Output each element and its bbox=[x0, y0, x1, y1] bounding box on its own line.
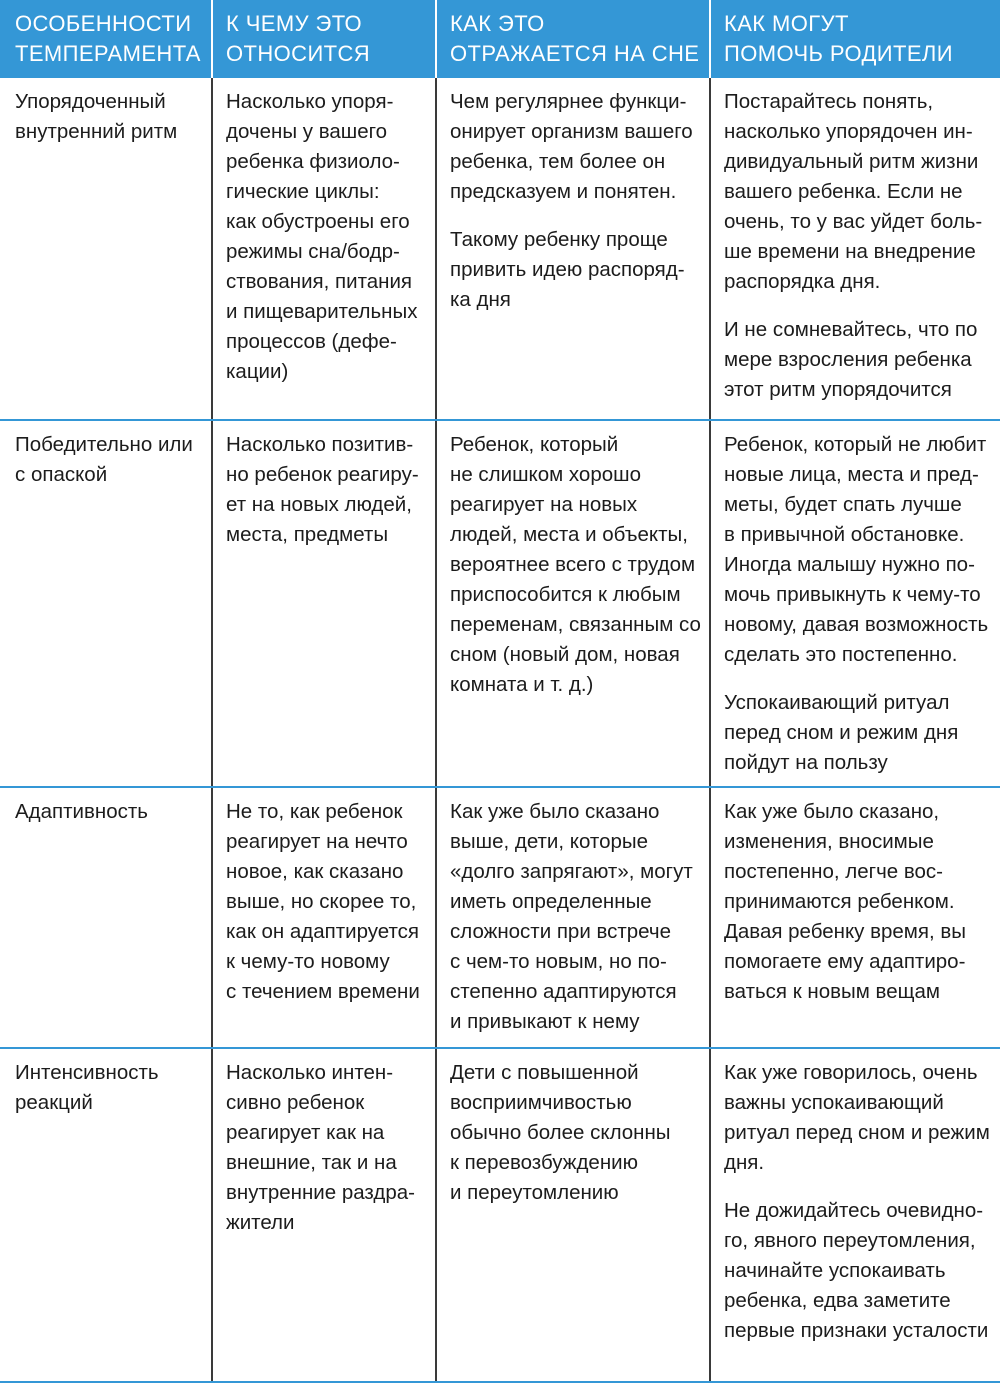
table-row-2-feature bbox=[15, 430, 207, 490]
header-sleep: КАК ЭТО ОТРАЖАЕТСЯ НА СНЕ bbox=[450, 11, 700, 66]
help-text: Успокаивающий ритуал перед сном и режим дня пойдут на пользу bbox=[724, 691, 959, 774]
table-row-3-meaning bbox=[226, 797, 431, 1007]
header-help: КАК МОГУТ ПОМОЧЬ РОДИТЕЛИ bbox=[724, 11, 953, 66]
help-text: Постарайтесь понять, насколько упорядочен ин- дивидуальный ритм жизни вашего ребенка. Если не очень, то у вас уйдет боль- ше времени на внедрение распорядка дня. bbox=[724, 90, 983, 293]
meaning-text: Насколько упоря- дочены у вашего ребенка физиоло- гические циклы: как обустроены его режимы сна/бодр- ствования, питания и пищеварительных процессов (дефе- кации) bbox=[226, 90, 418, 383]
help-text: Не дожидайтесь очевидно- го, явного переутомления, начинайте успокаивать ребенка, едва заметите первые признаки усталости bbox=[724, 1199, 989, 1342]
table-row-4-sleep bbox=[450, 1058, 706, 1208]
meaning-text: Насколько интен- сивно ребенок реагирует как на внешние, так и на внутренние раздра- жители bbox=[226, 1061, 415, 1234]
table-row-1-sleep bbox=[450, 87, 706, 315]
sleep-text: Как уже было сказано выше, дети, которые «долго запрягают», могут иметь определенные сложности при встрече с чем-то новым, но по- степенно адаптируются и привыкают к нему bbox=[450, 800, 693, 1033]
column-divider bbox=[709, 78, 711, 1383]
row-divider bbox=[0, 419, 1000, 421]
table-row-2-sleep bbox=[450, 430, 706, 700]
sleep-text: Чем регулярнее функци- онирует организм вашего ребенка, тем более он предсказуем и понятен. bbox=[450, 90, 693, 203]
meaning-text: Насколько позитив- но ребенок реагиру- ет на новых людей, места, предметы bbox=[226, 433, 419, 546]
help-text: И не сомневайтесь, что по мере взросления ребенка этот ритм упорядочится bbox=[724, 318, 978, 401]
feature-text: Адаптивность bbox=[15, 800, 148, 823]
help-text: Как уже говорилось, очень важны успокаивающий ритуал перед сном и режим дня. bbox=[724, 1061, 990, 1174]
header-divider bbox=[709, 0, 711, 78]
help-text: Как уже было сказано, изменения, вносимые постепенно, легче вос- принимаются ребенком. Давая ребенку время, вы помогаете ему адаптиро- ваться к новым вещам bbox=[724, 800, 966, 1003]
table-row-4-help bbox=[724, 1058, 996, 1346]
column-divider bbox=[435, 78, 437, 1383]
sleep-text: Такому ребенку проще привить идею распоряд- ка дня bbox=[450, 228, 685, 311]
header-feature: ОСОБЕННОСТИ ТЕМПЕРАМЕНТА bbox=[15, 11, 201, 66]
table-row-1-feature bbox=[15, 87, 207, 147]
header-divider bbox=[435, 0, 437, 78]
table-row-4-feature bbox=[15, 1058, 207, 1118]
table-row-3-feature bbox=[15, 797, 207, 827]
sleep-text: Дети с повышенной восприимчивостью обычно более склонны к перевозбуждению и переутомлению bbox=[450, 1061, 671, 1204]
table-row-1-meaning bbox=[226, 87, 431, 387]
table-row-3-help bbox=[724, 797, 996, 1007]
meaning-text: Не то, как ребенок реагирует на нечто новое, как сказано выше, но скорее то, как он адаптируется к чему-то новому с течением времени bbox=[226, 800, 420, 1003]
header-divider bbox=[211, 0, 213, 78]
table-header bbox=[0, 0, 1000, 78]
sleep-text: Ребенок, который не слишком хорошо реагирует на новых людей, места и объекты, вероятнее всего с трудом приспособится к любым переменам, связанным со сном (новый дом, новая комната и т. д.) bbox=[450, 433, 701, 696]
help-text: Ребенок, который не любит новые лица, места и пред- меты, будет спать лучше в привычной обстановке. Иногда малышу нужно по- мочь привыкнуть к чему-то новому, давая возможность сделать это постепенно. bbox=[724, 433, 989, 666]
row-divider bbox=[0, 1381, 1000, 1383]
table-row-2-meaning bbox=[226, 430, 431, 550]
table-row-2-help bbox=[724, 430, 996, 778]
header-meaning: К ЧЕМУ ЭТО ОТНОСИТСЯ bbox=[226, 11, 371, 66]
row-divider bbox=[0, 786, 1000, 788]
column-divider bbox=[211, 78, 213, 1383]
feature-text: Упорядоченный внутренний ритм bbox=[15, 90, 178, 143]
feature-text: Интенсивность реакций bbox=[15, 1061, 159, 1114]
table-row-1-help bbox=[724, 87, 996, 405]
feature-text: Победительно или с опаской bbox=[15, 433, 193, 486]
table-row-4-meaning bbox=[226, 1058, 431, 1238]
table-row-3-sleep bbox=[450, 797, 706, 1037]
row-divider bbox=[0, 1047, 1000, 1049]
